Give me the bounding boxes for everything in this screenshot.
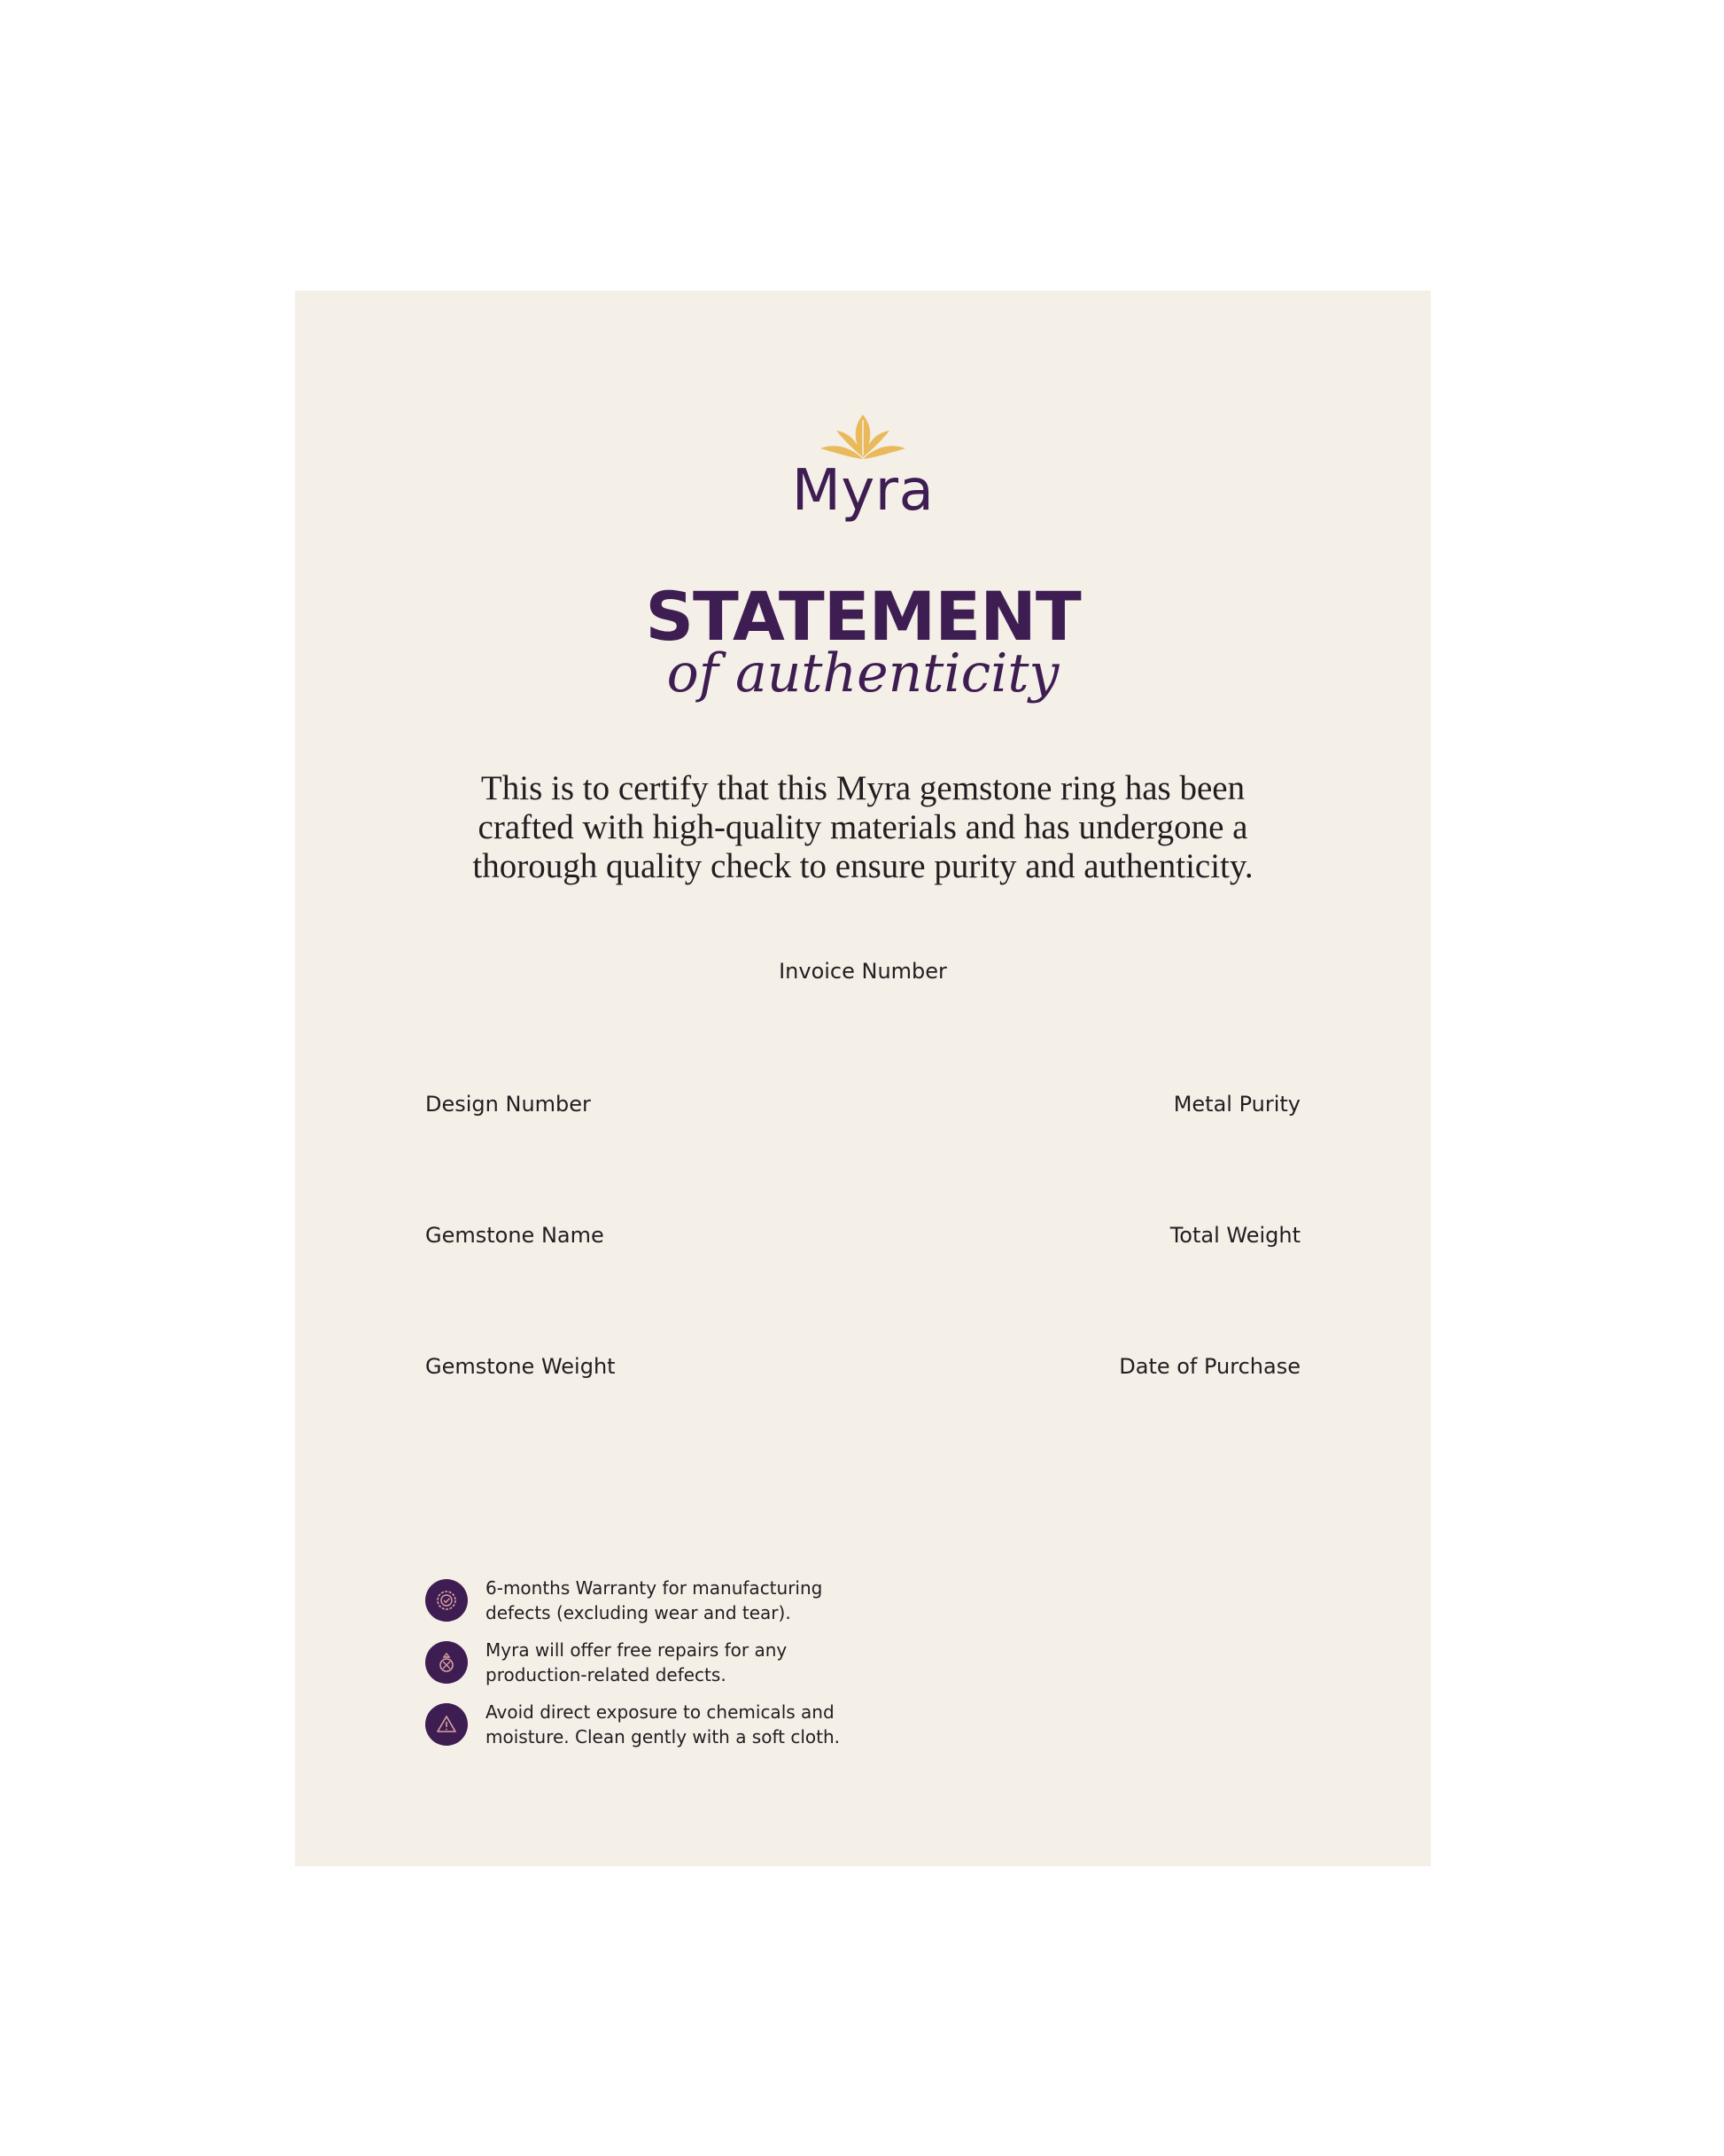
note-line: production-related defects. bbox=[485, 1664, 726, 1685]
note-line: moisture. Clean gently with a soft cloth. bbox=[485, 1726, 841, 1747]
design-number-label: Design Number bbox=[425, 1092, 591, 1117]
date-of-purchase-label: Date of Purchase bbox=[1119, 1354, 1301, 1379]
note-line: 6-months Warranty for manufacturing bbox=[485, 1577, 823, 1599]
invoice-number-label: Invoice Number bbox=[779, 959, 947, 984]
certification-statement bbox=[419, 769, 1307, 886]
list-item bbox=[425, 1700, 957, 1749]
brand-logo bbox=[295, 413, 1431, 524]
list-item bbox=[425, 1638, 957, 1687]
total-weight-label: Total Weight bbox=[1169, 1223, 1301, 1248]
statement-line: thorough quality check to ensure purity and authenticity. bbox=[472, 847, 1254, 885]
statement-line: crafted with high-quality materials and has undergone a bbox=[478, 808, 1248, 846]
note-line: Avoid direct exposure to chemicals and bbox=[485, 1701, 835, 1723]
title-main: STATEMENT bbox=[645, 577, 1081, 656]
title-sub: of authenticity bbox=[666, 642, 1060, 704]
brand-name: Myra bbox=[791, 458, 935, 524]
care-notes bbox=[425, 1576, 957, 1762]
note-line: Myra will offer free repairs for any bbox=[485, 1639, 788, 1661]
certificate-card bbox=[295, 291, 1431, 1866]
certificate-title bbox=[295, 577, 1431, 704]
warning-triangle-icon bbox=[425, 1703, 468, 1746]
metal-purity-label: Metal Purity bbox=[1173, 1092, 1301, 1117]
gemstone-name-label: Gemstone Name bbox=[425, 1223, 604, 1248]
statement-line: This is to certify that this Myra gemstone ring has been bbox=[480, 769, 1246, 807]
note-line: defects (excluding wear and tear). bbox=[485, 1602, 791, 1623]
list-item bbox=[425, 1576, 957, 1625]
gemstone-weight-label: Gemstone Weight bbox=[425, 1354, 616, 1379]
warranty-badge-icon bbox=[425, 1579, 468, 1622]
repair-ring-icon bbox=[425, 1641, 468, 1684]
